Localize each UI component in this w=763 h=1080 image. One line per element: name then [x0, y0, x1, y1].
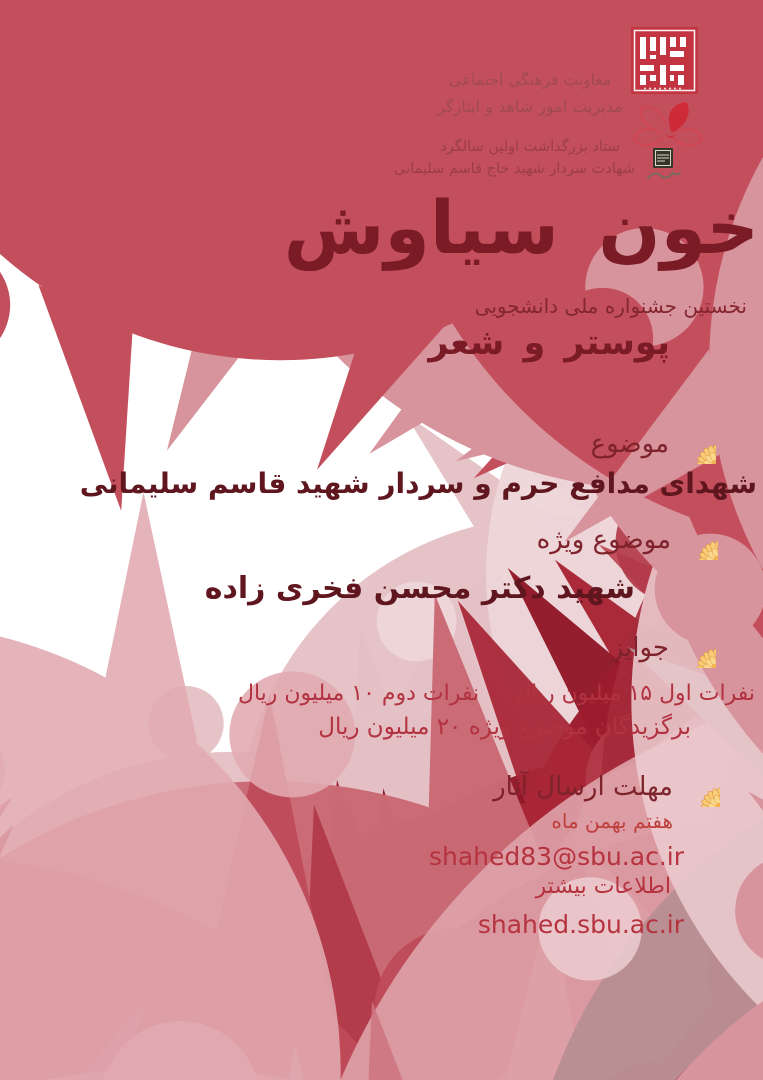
topic-heading: موضوع	[590, 429, 669, 459]
section-prizes	[611, 628, 716, 668]
prizes-line-special: برگزیدگان موضوع ویژه ۲۰ میلیون ریال	[318, 714, 691, 740]
org-line-cultural-deputy: معاونت فرهنگی اجتماعی	[448, 71, 612, 89]
prize-second: نفرات دوم ۱۰ میلیون ریال	[237, 681, 480, 706]
section-topic	[591, 424, 716, 464]
contact-email[interactable]: shahed83@sbu.ac.ir	[428, 842, 684, 871]
prizes-line-1	[238, 681, 755, 706]
shahed-flower-logo	[630, 100, 706, 152]
flower-bullet-icon	[680, 767, 720, 807]
flower-bullet-icon	[676, 628, 716, 668]
prize-first: نفرات اول ۱۵ میلیون ریال	[515, 681, 755, 706]
org-line-shahed-affairs: مدیریت امور شاهد و ایثارگر	[437, 97, 623, 116]
committee-line-1: ستاد بزرگداشت اولین سالگرد	[440, 139, 620, 155]
website-url[interactable]: shahed.sbu.ac.ir	[477, 910, 684, 939]
topic-body: شهدای مدافع حرم و سردار شهید قاسم سلیمانی	[79, 467, 757, 500]
university-seal-logo	[631, 27, 698, 94]
festival-title: خون سیاوش	[283, 186, 759, 271]
special-topic-heading: موضوع ویژه	[536, 525, 671, 555]
flower-bullet-icon	[678, 520, 718, 560]
stamp-logo	[644, 146, 682, 188]
festival-category: پوستر و شعر	[428, 323, 670, 363]
section-deadline	[493, 767, 720, 807]
festival-subtitle: نخستین جشنواره ملی دانشجویی	[474, 294, 747, 318]
committee-line-2: شهادت سردار شهید حاج قاسم سلیمانی	[394, 161, 635, 177]
deadline-heading: مهلت ارسال آثار	[493, 772, 673, 802]
deadline-date: هفتم بهمن ماه	[551, 809, 673, 833]
flower-bullet-icon	[676, 424, 716, 464]
more-info-label: اطلاعات بیشتر	[535, 874, 671, 899]
prizes-heading: جوایز	[610, 633, 669, 663]
section-special-topic	[537, 520, 718, 560]
special-topic-body: شهید دکتر محسن فخری زاده	[204, 571, 635, 606]
